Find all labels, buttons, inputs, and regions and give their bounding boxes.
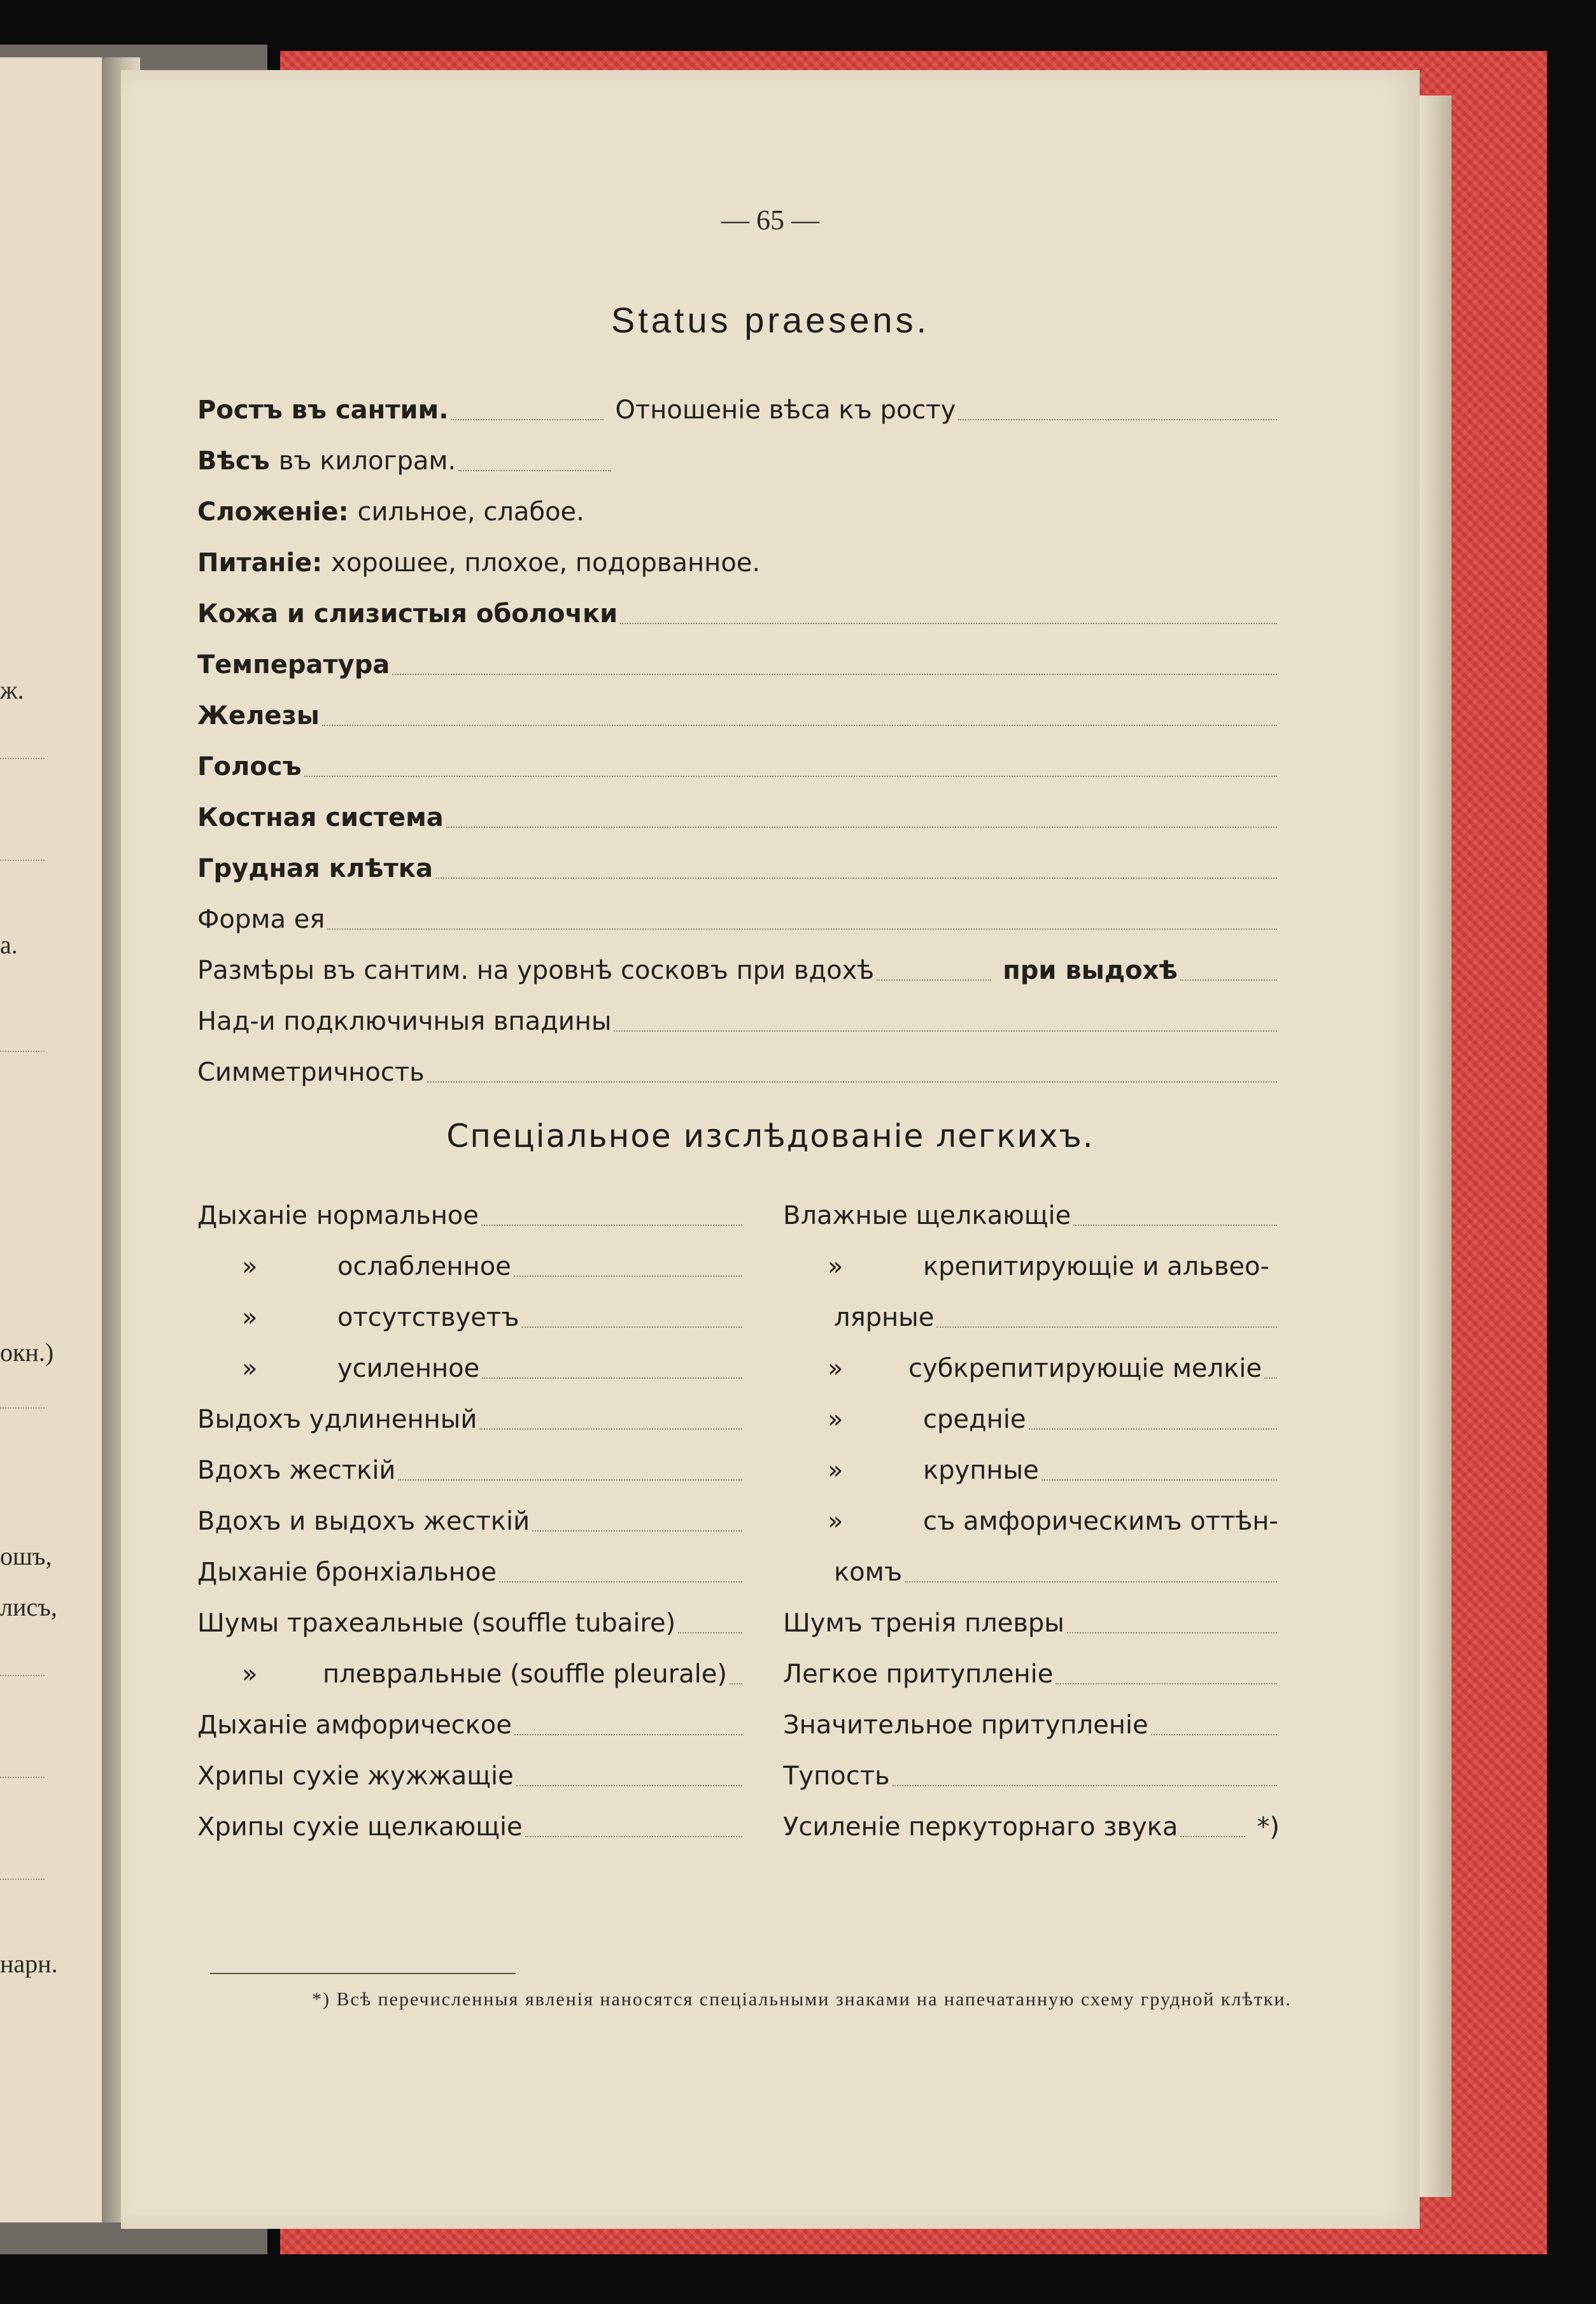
- exam-row-label: усиленное: [337, 1354, 480, 1383]
- footnote-text: *) Всѣ перечисленныя явленія наносятся спеціальными знаками на напечатанную схему грудной клѣтки.: [312, 1989, 1292, 2010]
- form-row-label: при выдохѣ: [1003, 956, 1178, 985]
- fill-line[interactable]: [532, 1530, 742, 1532]
- exam-row-label: Хрипы сухіе жужжащіе: [197, 1761, 514, 1791]
- exam-row: [783, 1557, 1280, 1588]
- exam-row-label: крупные: [923, 1456, 1039, 1485]
- exam-row: [197, 1302, 745, 1333]
- fill-line[interactable]: [1042, 1479, 1277, 1481]
- ditto-mark: »: [242, 1252, 258, 1281]
- fill-line[interactable]: [877, 979, 991, 981]
- form-row: [197, 853, 1280, 884]
- exam-row: [783, 1761, 1280, 1791]
- exam-row-label: Тупость: [783, 1761, 890, 1791]
- fill-line[interactable]: [479, 1428, 742, 1430]
- fill-line[interactable]: [481, 1225, 742, 1226]
- left-page-fragment: ж.: [0, 676, 24, 704]
- fill-line[interactable]: [521, 1326, 742, 1328]
- fill-line[interactable]: [451, 419, 604, 420]
- fill-line[interactable]: [958, 419, 1277, 420]
- fill-line[interactable]: [392, 674, 1277, 675]
- exam-row-label: Усиленіе перкуторнаго звука: [783, 1812, 1178, 1842]
- exam-row: [783, 1404, 1280, 1435]
- ditto-mark: »: [828, 1405, 844, 1434]
- form-row-label: Над-и подключичныя впадины: [197, 1007, 612, 1036]
- form-row-label: Отношеніе вѣса къ росту: [615, 395, 956, 425]
- exam-row: [783, 1506, 1280, 1537]
- ditto-mark: »: [242, 1354, 258, 1383]
- left-page-fragment: окн.): [0, 1338, 54, 1367]
- ditto-mark: »: [828, 1507, 844, 1536]
- exam-row: [783, 1455, 1280, 1486]
- exam-row: [197, 1557, 745, 1588]
- left-page-dotline: [0, 1051, 45, 1052]
- left-page-dotline: [0, 758, 45, 759]
- form-row-label: Температура: [197, 650, 390, 679]
- exam-row: [783, 1812, 1280, 1842]
- ditto-mark: »: [242, 1303, 258, 1332]
- exam-row-label: Выдохъ удлиненный: [197, 1405, 477, 1434]
- fill-line[interactable]: [1151, 1734, 1277, 1735]
- exam-row-label: Значительное притупленіе: [783, 1710, 1148, 1740]
- exam-row: [783, 1200, 1280, 1231]
- fill-line[interactable]: [499, 1581, 742, 1582]
- exam-row: [783, 1251, 1280, 1282]
- exam-row-label: крепитирующіе и альвео-: [923, 1252, 1269, 1281]
- exam-row: [197, 1761, 745, 1791]
- left-page-dotline: [0, 1407, 45, 1409]
- document-page: [121, 70, 1420, 2229]
- fill-line[interactable]: [516, 1785, 742, 1786]
- left-page-fragment: лисъ,: [0, 1593, 57, 1621]
- fill-line[interactable]: [322, 725, 1277, 726]
- form-row-label: Грудная клѣтка: [197, 854, 433, 883]
- fill-line[interactable]: [525, 1836, 742, 1837]
- form-row-label: Вѣсъ: [197, 446, 270, 476]
- section-title: Спеціальное изслѣдованіе легкихъ.: [446, 1118, 1094, 1155]
- fill-line[interactable]: [1180, 979, 1277, 981]
- exam-row: [197, 1710, 745, 1740]
- page-number: — 65 —: [721, 204, 819, 236]
- exam-row-label: Дыханіе амфорическое: [197, 1710, 512, 1740]
- exam-row-label: нормальное: [316, 1201, 479, 1230]
- form-row: [197, 751, 1280, 782]
- fill-line[interactable]: [905, 1581, 1277, 1582]
- ditto-mark: »: [828, 1456, 844, 1485]
- exam-row: [197, 1353, 745, 1384]
- exam-row: [783, 1710, 1280, 1740]
- exam-row: [197, 1608, 745, 1639]
- exam-row: [197, 1455, 745, 1486]
- form-row-text: хорошее, плохое, подорванное.: [331, 548, 761, 578]
- fill-line[interactable]: [620, 623, 1277, 624]
- exam-row-label: ослабленное: [337, 1252, 511, 1281]
- page-title: Status praesens.: [611, 300, 930, 340]
- exam-row-label: комъ: [834, 1558, 903, 1587]
- form-row: [197, 446, 1280, 476]
- footnote-rule: [210, 1973, 516, 1974]
- fill-line[interactable]: [398, 1479, 742, 1481]
- fill-line[interactable]: [730, 1683, 742, 1684]
- fill-line[interactable]: [1029, 1428, 1277, 1430]
- left-page-dotline: [0, 1675, 45, 1676]
- form-row-label: Сложеніе:: [197, 497, 349, 527]
- fill-line[interactable]: [936, 1326, 1277, 1328]
- form-row-label: Питаніе:: [197, 548, 323, 578]
- exam-row-label: Шумъ тренія плевры: [783, 1609, 1064, 1638]
- fill-line[interactable]: [435, 878, 1277, 879]
- fill-line[interactable]: [1067, 1632, 1277, 1633]
- left-page-dotline: [0, 860, 45, 861]
- form-row-label: Железы: [197, 701, 320, 730]
- fill-line[interactable]: [1073, 1225, 1277, 1226]
- exam-row: [783, 1353, 1280, 1384]
- exam-row-label: субкрепитирующіе мелкіе: [908, 1354, 1262, 1383]
- exam-row-label: Хрипы сухіе щелкающіе: [197, 1812, 523, 1842]
- fill-line[interactable]: [427, 1081, 1277, 1083]
- left-page-dotline: [0, 1777, 45, 1778]
- form-row: [197, 700, 1280, 731]
- form-row-label: Размѣры въ сантим. на уровнѣ сосковъ при вдохѣ: [197, 956, 875, 985]
- fill-line[interactable]: [614, 1030, 1277, 1032]
- fill-line[interactable]: [1056, 1683, 1277, 1684]
- exam-row: [783, 1608, 1280, 1639]
- ditto-mark: »: [828, 1252, 844, 1281]
- exam-row-label: лярные: [834, 1303, 935, 1332]
- form-row-text: сильное, слабое.: [357, 497, 584, 527]
- fill-line[interactable]: [514, 1734, 742, 1735]
- exam-row-label: Дыханіе бронхіальное: [197, 1558, 497, 1587]
- exam-row-label: средніе: [923, 1405, 1026, 1434]
- fill-line[interactable]: [1180, 1836, 1245, 1837]
- form-row-label: Голосъ: [197, 752, 302, 781]
- fill-line[interactable]: [893, 1785, 1277, 1786]
- form-row: [197, 650, 1280, 680]
- fill-line[interactable]: [1264, 1377, 1277, 1379]
- fill-line[interactable]: [514, 1276, 742, 1277]
- fill-line[interactable]: [678, 1632, 742, 1633]
- ditto-mark: »: [242, 1660, 258, 1689]
- exam-row-label: плевральные (souffle pleurale): [322, 1660, 727, 1689]
- form-row: [197, 497, 1280, 527]
- fill-line[interactable]: [446, 827, 1277, 828]
- form-row: [197, 395, 1280, 425]
- form-row: [197, 1006, 1280, 1037]
- exam-row: [197, 1251, 745, 1282]
- exam-row: [197, 1812, 745, 1842]
- left-page-fragment: а.: [0, 930, 18, 959]
- exam-row-label: Шумы трахеальные (souffle tubaire): [197, 1609, 676, 1638]
- fill-line[interactable]: [327, 928, 1277, 930]
- form-row: [197, 1057, 1280, 1088]
- exam-row: [783, 1302, 1280, 1333]
- form-row-text: въ килограм.: [278, 446, 456, 476]
- exam-row: [197, 1659, 745, 1689]
- fill-line[interactable]: [482, 1377, 742, 1379]
- fill-line[interactable]: [304, 776, 1277, 777]
- exam-row: [197, 1506, 745, 1537]
- left-page-fragment: ошъ,: [0, 1542, 52, 1570]
- fill-line[interactable]: [458, 470, 611, 471]
- ditto-mark: »: [828, 1354, 844, 1383]
- exam-row-label: Вдохъ жесткій: [197, 1456, 396, 1485]
- footnote-marker: *): [1257, 1812, 1280, 1842]
- form-row: [197, 599, 1280, 629]
- exam-row: [197, 1200, 745, 1231]
- exam-row-label: Легкое притупленіе: [783, 1660, 1054, 1689]
- form-row-label: Симметричность: [197, 1058, 425, 1087]
- form-row: [197, 955, 1280, 986]
- exam-row: [783, 1659, 1280, 1689]
- form-row-label: Кожа и слизистыя оболочки: [197, 599, 618, 629]
- exam-row: [197, 1404, 745, 1435]
- left-page: [0, 57, 115, 2222]
- exam-row-label: Вдохъ и выдохъ жесткій: [197, 1507, 530, 1536]
- form-row: [197, 548, 1280, 578]
- footnote: [210, 1984, 1299, 2016]
- form-row-label: Костная система: [197, 803, 444, 832]
- form-row-label: Ростъ въ сантим.: [197, 395, 449, 425]
- exam-row-label: Влажные щелкающіе: [783, 1201, 1071, 1230]
- form-row: [197, 802, 1280, 833]
- exam-row-label: отсутствуетъ: [337, 1303, 519, 1332]
- exam-row-label: съ амфорическимъ оттѣн-: [923, 1507, 1278, 1536]
- left-page-dotline: [0, 1879, 45, 1880]
- left-page-fragment: нарн.: [0, 1949, 58, 1978]
- exam-row-label: Дыханіе: [197, 1201, 307, 1230]
- form-row-label: Форма ея: [197, 905, 325, 934]
- form-row: [197, 904, 1280, 935]
